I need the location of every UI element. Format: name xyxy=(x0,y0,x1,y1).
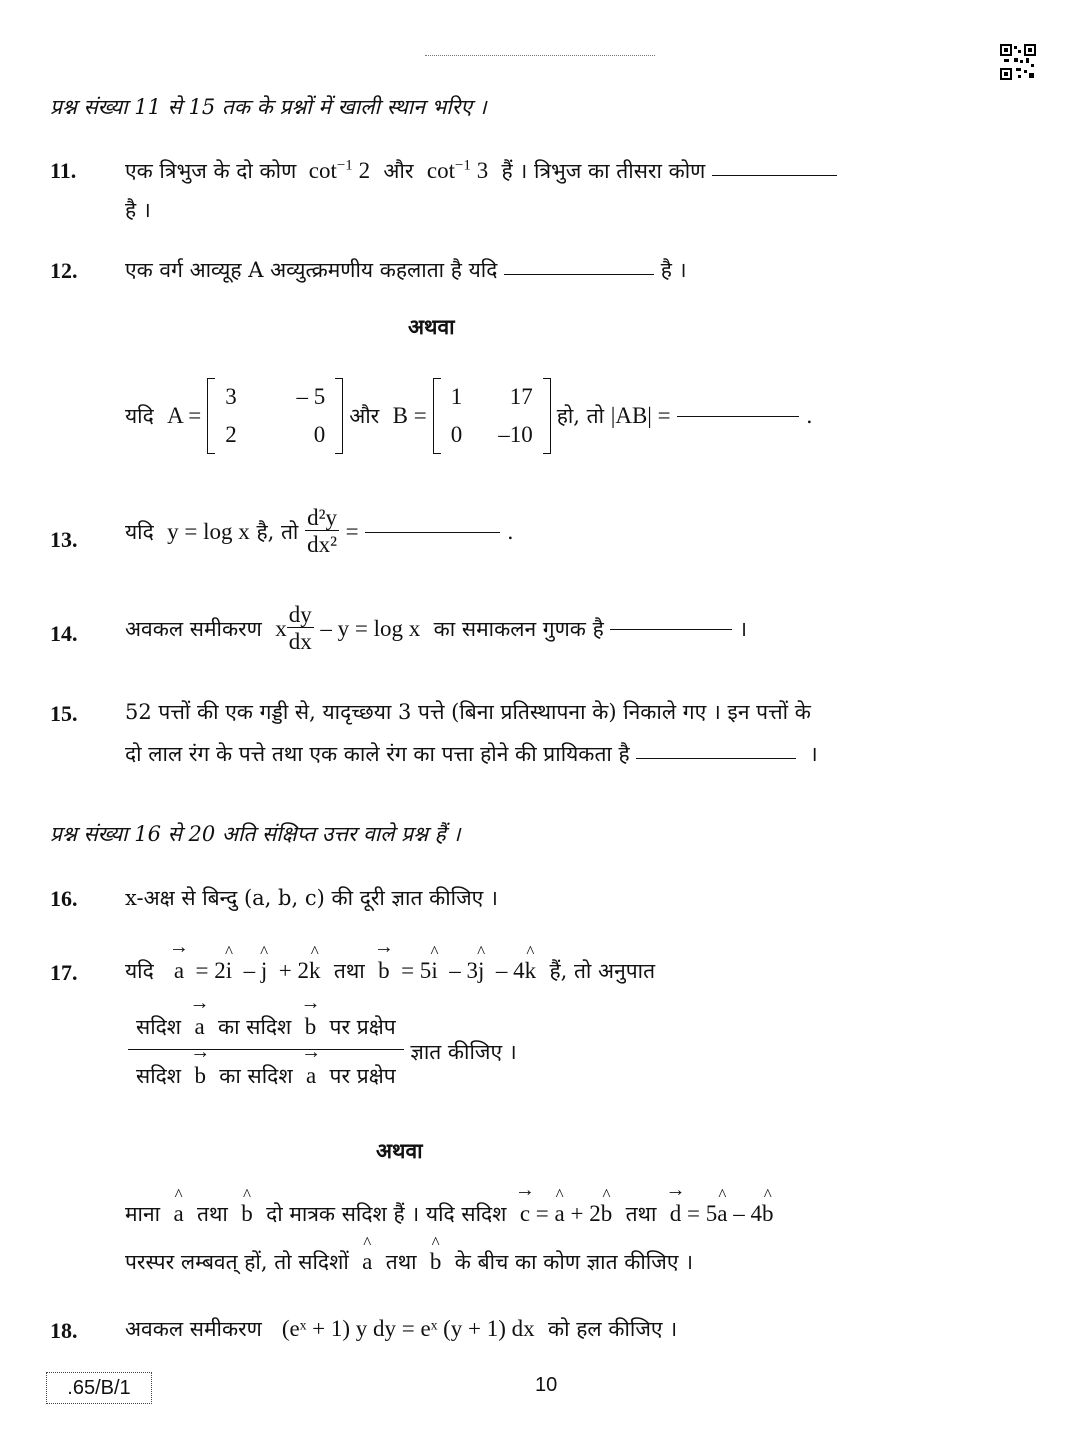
or-label-17: अथवा xyxy=(376,1138,423,1163)
question-number-11: 11. xyxy=(50,158,77,183)
question-14-text: अवकल समीकरण x $\frac{dy}{dx}$ – y = log x का समाकलन गुणक है । xyxy=(125,602,748,655)
question-number-15: 15. xyxy=(50,701,78,726)
question-11-line2: है । xyxy=(125,198,151,222)
matrix-a: 3 – 5 2 0 xyxy=(207,378,343,454)
qr-code-icon xyxy=(1000,44,1036,80)
question-11-line1: एक त्रिभुज के दो कोण $\cot^{-1} 2$ और $\cot^{-1} 3$ हैं । त्रिभुज का तीसरा कोण xyxy=(125,157,837,185)
question-16-text: x-अक्ष से बिन्दु (a, b, c) की दूरी ज्ञात कीजिए । xyxy=(125,886,498,910)
question-17-line1: यदि → a = 2^ i – ^ j + 2^ k तथा → b = 5^ i – 3^ j – 4^ k हैं, तो अनुपात xyxy=(125,957,655,985)
question-number-17: 17. xyxy=(50,960,78,985)
question-number-13: 13. xyxy=(50,527,78,552)
section-instruction-2: प्रश्न संख्या 16 से 20 अति संक्षिप्त उत्तर वाले प्रश्न हैं । xyxy=(50,822,461,846)
question-15-line2: दो लाल रंग के पत्ते तथा एक काले रंग का पत्ता होने की प्रायिकता है । xyxy=(125,742,818,766)
page-number: 10 xyxy=(535,1374,558,1396)
question-17-ratio: सदिश → a का सदिश → b पर प्रक्षेप सदिश → b का सदिश → a पर प्रक्षेप ज्ञात कीजिए । xyxy=(128,1013,517,1090)
header-printline xyxy=(425,55,655,59)
question-17-alt-line1: माना ^ a तथा ^ b दो मात्रक सदिश हैं । यदि सदिश → c = ^ a + 2^ b तथा → d = 5^ a – 4^ b xyxy=(125,1200,773,1228)
question-12-text: एक वर्ग आव्यूह A अव्युत्क्रमणीय कहलाता है यदि है । xyxy=(125,258,687,282)
paper-code: .65/B/1 xyxy=(46,1372,152,1404)
question-15-line1: 52 पत्तों की एक गड्डी से, यादृच्छया 3 पत्ते (बिना प्रतिस्थापना के) निकाले गए । इन पत्तों के xyxy=(125,700,811,724)
question-number-16: 16. xyxy=(50,886,78,911)
question-number-18: 18. xyxy=(50,1318,78,1343)
question-12-alt: यदि A = 3 – 5 2 0 और B = 1 17 0 –10 हो, तो |AB| = . xyxy=(125,378,813,454)
question-number-14: 14. xyxy=(50,621,78,646)
question-13-text: यदि y = log x है, तो $\frac{\text{d²y}}{\text{dx²}}$ = . xyxy=(125,505,514,558)
section-instruction-1: प्रश्न संख्या 11 से 15 तक के प्रश्नों में खाली स्थान भरिए । xyxy=(50,95,487,119)
or-label-12: अथवा xyxy=(408,314,455,339)
question-number-12: 12. xyxy=(50,258,78,283)
question-18-text: अवकल समीकरण (eˣ + 1) y dy = eˣ (y + 1) dx को हल कीजिए । xyxy=(125,1316,678,1341)
question-17-alt-line2: परस्पर लम्बवत् हों, तो सदिशों ^ a तथा ^ b के बीच का कोण ज्ञात कीजिए । xyxy=(125,1248,693,1276)
matrix-b: 1 17 0 –10 xyxy=(433,378,551,454)
